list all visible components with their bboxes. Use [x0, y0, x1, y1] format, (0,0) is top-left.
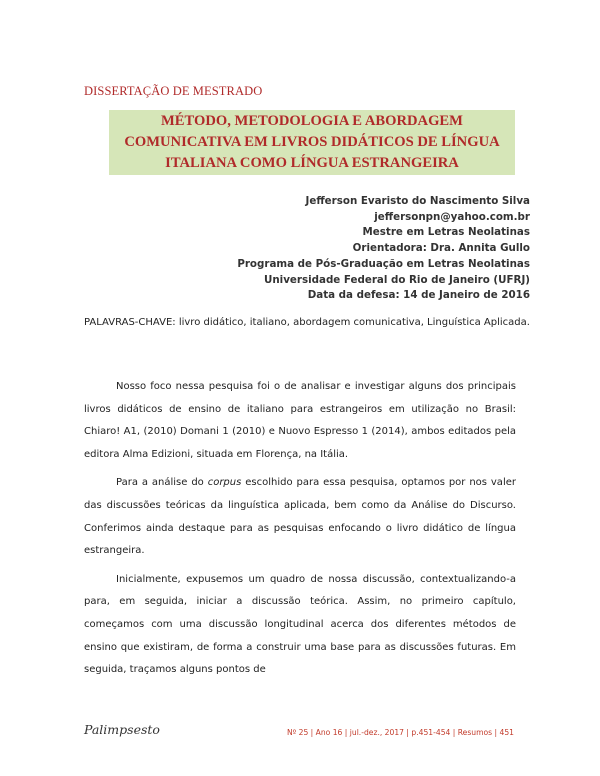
author-block: [237, 194, 530, 304]
advisor: Orientadora: Dra. Annita Gullo: [352, 242, 530, 255]
paragraph: [84, 472, 516, 562]
author-email: jeffersonpn@yahoo.com.br: [374, 210, 530, 223]
journal-logo: Palimpsesto: [84, 722, 160, 737]
author-degree: Mestre em Letras Neolatinas: [362, 226, 530, 239]
defense-date: Data da defesa: 14 de Janeiro de 2016: [307, 289, 530, 302]
title-line: MÉTODO, METODOLOGIA E ABORDAGEM: [161, 113, 463, 129]
program: Programa de Pós-Graduação em Letras Neolatinas: [237, 257, 530, 270]
title-box: [109, 110, 515, 175]
keywords: PALAVRAS-CHAVE: livro didático, italiano, abordagem comunicativa, Linguística Aplicada.: [84, 317, 530, 328]
emphasis: corpus: [207, 477, 242, 489]
author-name: Jefferson Evaristo do Nascimento Silva: [305, 195, 530, 207]
university: Universidade Federal do Rio de Janeiro (UFRJ): [263, 273, 530, 286]
section-label: DISSERTAÇÃO DE MESTRADO: [84, 84, 263, 98]
paragraph: Nosso foco nessa pesquisa foi o de analisar e investigar alguns dos principais livros didáticos de ensino de italiano para estrangeiros em utilização no Brasil: Chiaro! A1, (2010) Domani 1 (2010) e Nuovo Espresso 1 (2014), ambos editados pela editora Alma Edizioni, situada em Florença, na Itália.: [84, 381, 516, 460]
title-line: COMUNICATIVA EM LIVROS DIDÁTICOS DE LÍNGUA: [124, 134, 500, 150]
paragraph: Inicialmente, expusemos um quadro de nossa discussão, contextualizando-a para, em seguida, iniciar a discussão teórica. Assim, no primeiro capítulo, começamos com uma discussão longitudinal acerca dos diferentes métodos de ensino que existiram, de forma a construir uma base para as discussões futuras. Em seguida, traçamos alguns pontos de: [84, 573, 516, 676]
text-span: Para a análise do: [116, 477, 208, 489]
page-title: [124, 111, 499, 174]
text-span: escolhido para essa pesquisa, optamos por nos valer das discussões teóricas da linguística aplicada, bem como da Análise do Discurso. Conferimos ainda destaque para as pesquisas enfocando o livro didático de língua estrangeira.: [84, 477, 516, 557]
title-line: ITALIANA COMO LÍNGUA ESTRANGEIRA: [165, 155, 459, 171]
footer-info: Nº 25 | Ano 16 | jul.-dez., 2017 | p.451-454 | Resumos | 451: [286, 728, 514, 737]
body-text: [84, 376, 516, 688]
